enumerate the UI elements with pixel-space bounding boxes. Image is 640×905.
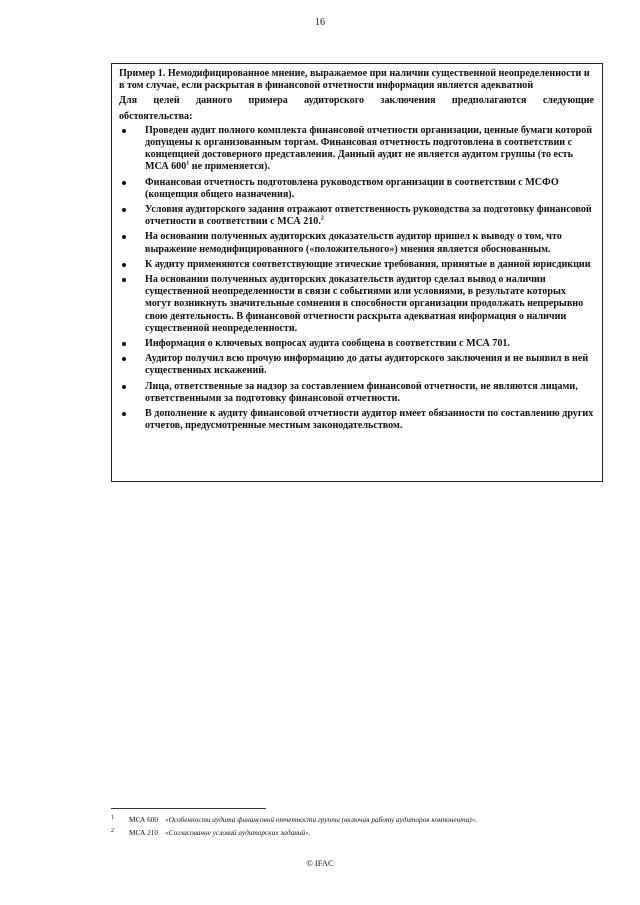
list-item: Финансовая отчетность подготовлена руководством организации в соответствии с МСФО (концепция общего назначения). [119,177,594,201]
list-item: Условия аудиторского задания отражают ответственность руководства за подготовку финансовой отчетности в соответствии с МСА 210.$^2$ [119,204,594,228]
bullet-icon [122,181,126,185]
footnote-number: 2 [111,828,114,834]
footnote-number: 1 [111,815,114,821]
list-item: Аудитор получил всю прочую информацию до даты аудиторского заключения и не выявил в ней существенных искажений. [119,353,594,377]
footnote-divider [111,808,266,809]
bullet-icon [122,385,126,389]
footnote-ref: 1 [186,161,190,168]
bullet-icon [122,278,126,282]
example-box [111,63,603,482]
list-item: В дополнение к аудиту финансовой отчетности аудитор имеет обязанности по составлению других отчетов, предусмотренные местным законодательством. [119,408,594,432]
bullet-icon [122,235,126,239]
footnote-standard: МСА 210 [129,828,159,837]
example-title: Пример 1. Немодифицированное мнение, выражаемое при наличии существенной неопределенности и в том случае, если раскрытая в финансовой отчетности информация является адекватной [119,68,590,92]
list-item: Лица, ответственные за надзор за составлением финансовой отчетности, не являются лицами, ответственными за подготовку финансовой отчетности. [119,381,594,405]
footnote-title: «Согласование условий аудиторских заданий». [165,828,311,837]
page-number: 16 [315,17,325,28]
list-item: На основании полученных аудиторских доказательств аудитор пришел к выводу о том, что выражение немодифицированного («положительного») мнения является обоснованным. [119,231,594,255]
copyright: © IFAC [306,858,334,868]
intro-text-line-2: обстоятельства: [119,110,193,122]
bullet-icon [122,342,126,346]
bullet-icon [122,263,126,267]
footnote-ref: 2 [320,215,324,222]
circumstances-list [119,125,594,433]
bullet-icon [122,412,126,416]
bullet-icon [122,129,126,133]
footnote-title: «Особенности аудита финансовой отчетности группы (включая работу аудиторов компонента)». [165,815,478,824]
list-item: На основании полученных аудиторских доказательств аудитор сделал вывод о наличии существенной неопределенности в связи с событиями или условиями, в результате которых могут возникнуть значительные сомнения в способности организации продолжать непрерывно свою деятельность. В финансовой отчетности раскрыта адекватная информация о наличии существенной неопределенности. [119,274,594,335]
intro-text-line-1: Для целей данного примера аудиторского заключения предполагаются следующие [119,95,594,107]
list-item: Информация о ключевых вопросах аудита сообщена в соответствии с МСА 701. [119,338,594,350]
list-item: К аудиту применяются соответствующие этические требования, принятые в данной юрисдикции [119,259,594,271]
footnote-standard: МСА 600 [129,815,159,824]
bullet-icon [122,357,126,361]
bullet-icon [122,208,126,212]
list-item: Проведен аудит полного комплекта финансовой отчетности организации, ценные бумаги которой допущены к организованным торгам. Финансовая отчетность подготовлена в соответствии с концепцией достоверного представления. Данный аудит не является аудитом группы (то есть МСА $600^1$ не применяется). [119,125,594,174]
